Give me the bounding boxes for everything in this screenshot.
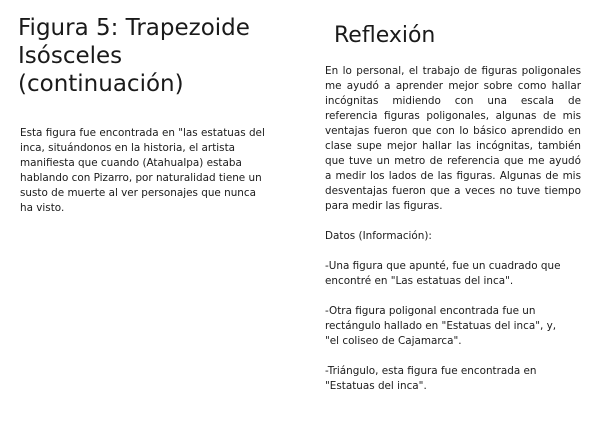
reflection-section [325,64,581,394]
datos-item-1: -Una figura que apunté, fue un cuadrado que encontré en "Las estatuas del inca". [325,260,561,287]
figure-title-line-1: Figura 5: Trapezoide [18,15,250,41]
spacer [325,214,581,229]
datos-item-3: -Triángulo, esta figura fue encontrada en "Estatuas del inca". [325,365,537,392]
reflection-title: Reflexión [334,23,436,48]
datos-item-2: -Otra figura poligonal encontrada fue un rectángulo hallado en "Estatuas del inca", y, [325,305,557,332]
datos-item-2-continued: "el coliseo de Cajamarca". [325,335,462,347]
datos-heading: Datos (Información): [325,230,432,242]
spacer [325,349,581,364]
reflection-paragraph: En lo personal, el trabajo de figuras poligonales me ayudó a aprender mejor sobre como hallar incógnitas midiendo con una escala de referencia figuras poligonales, algunas de mis ventajas fueron que con lo básico aprendido en clase supe mejor hallar las incógnitas, también que tuve un metro de referencia que me ayudó a medir los lados de las figuras. Algunas de mis desventajas fueron que a veces no tuve tiempo para medir las figuras. [325,65,581,212]
figure-title-line-2: Isósceles [18,43,123,69]
spacer [325,289,581,304]
figure-title-line-3: (continuación) [18,71,184,97]
figure-title [18,14,308,98]
spacer [325,244,581,259]
figure-description: Esta figura fue encontrada en "las estatuas del inca, situándonos en la historia, el artista manifiesta que cuando (Atahualpa) estaba hablando con Pizarro, por naturalidad tiene un susto de muerte al ver personajes que nunca ha visto. [20,127,265,214]
